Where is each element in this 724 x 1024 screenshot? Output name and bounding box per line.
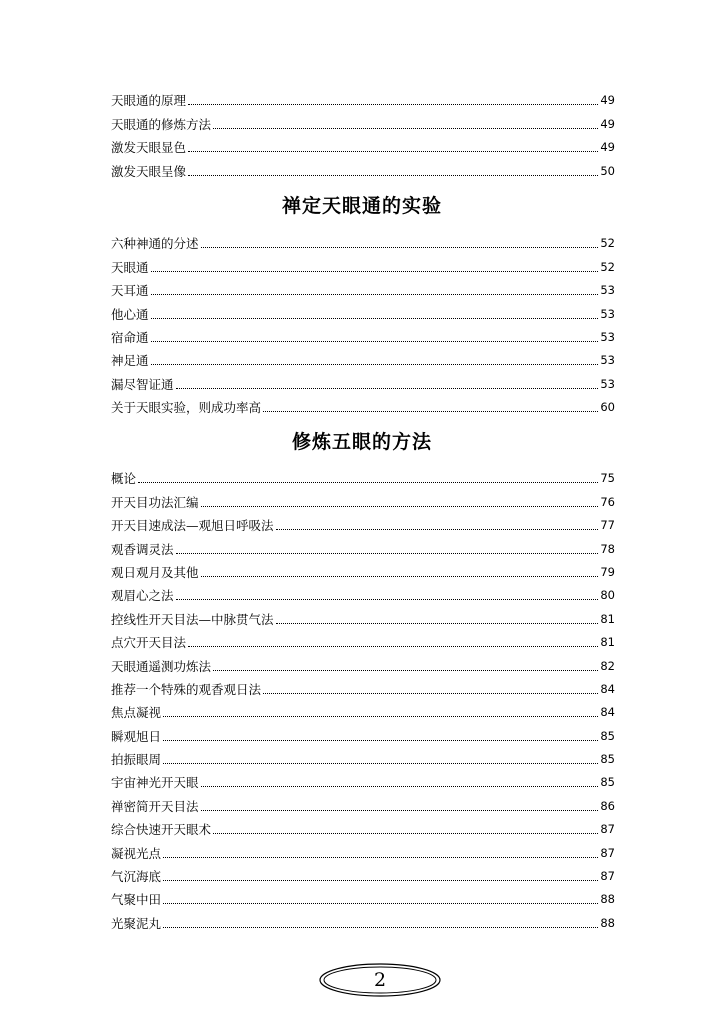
toc-entry-title: 观眉心之法 [111, 588, 174, 604]
toc-entry-title: 天眼通 [111, 259, 149, 275]
toc-entry-page: 88 [600, 915, 615, 930]
toc-entry[interactable] [111, 533, 615, 556]
dot-leader [151, 294, 599, 295]
toc-entry[interactable] [111, 155, 615, 178]
toc-entry-page: 82 [600, 658, 615, 673]
toc-entry-title: 观香调灵法 [111, 541, 174, 557]
dot-leader [201, 247, 599, 248]
toc-entry-title: 观日观月及其他 [111, 564, 199, 580]
toc-entry[interactable] [111, 650, 615, 673]
dot-leader [201, 786, 599, 787]
dot-leader [188, 151, 598, 152]
toc-entry-title: 漏尽智证通 [111, 376, 174, 392]
toc-entry-title: 宿命通 [111, 329, 149, 345]
toc-entry-title: 光聚泥丸 [111, 915, 162, 931]
toc-entry-title: 拍振眼周 [111, 752, 162, 768]
page-number-badge [318, 962, 442, 998]
dot-leader [176, 553, 599, 554]
toc-entry[interactable] [111, 837, 615, 860]
toc-entry-title: 开天目功法汇编 [111, 494, 199, 510]
toc-entry-title: 神足通 [111, 353, 149, 369]
dot-leader [151, 271, 599, 272]
toc-entry[interactable] [111, 907, 615, 930]
page-number: 2 [373, 969, 387, 991]
toc-entry[interactable] [111, 345, 615, 368]
toc-entry[interactable] [111, 790, 615, 813]
toc-entry[interactable] [111, 557, 615, 580]
toc-entry[interactable] [111, 486, 615, 509]
toc-entry-page: 53 [600, 329, 615, 344]
toc-entry-title: 禅密简开天目法 [111, 798, 199, 814]
toc-entry-page: 88 [600, 892, 615, 907]
toc-entry[interactable] [111, 720, 615, 743]
toc-entry-page: 77 [600, 518, 615, 533]
toc-entry[interactable] [111, 861, 615, 884]
toc-entry[interactable] [111, 251, 615, 274]
toc-entry-title: 关于天眼实验，则成功率高 [111, 400, 262, 416]
toc-entry-title: 宇宙神光开天眼 [111, 775, 199, 791]
toc-entry-page: 87 [600, 845, 615, 860]
toc-entry-title: 综合快速开天眼术 [111, 822, 212, 838]
toc-entry-page: 87 [600, 822, 615, 837]
toc-entry-title: 焦点凝视 [111, 705, 162, 721]
dot-leader [276, 623, 599, 624]
toc-entry[interactable] [111, 298, 615, 321]
toc-section-1 [111, 228, 615, 415]
toc-entry-page: 49 [600, 116, 615, 131]
toc-entry[interactable] [111, 228, 615, 251]
toc-entry-page: 50 [600, 163, 615, 178]
toc-entry-page: 49 [600, 140, 615, 155]
toc-entry[interactable] [111, 275, 615, 298]
toc-entry-page: 86 [600, 798, 615, 813]
toc-entry[interactable] [111, 744, 615, 767]
dot-leader [176, 388, 599, 389]
toc-entry[interactable] [111, 884, 615, 907]
toc-entry[interactable] [111, 85, 615, 108]
toc-entry-page: 53 [600, 353, 615, 368]
dot-leader [163, 927, 598, 928]
dot-leader [188, 175, 598, 176]
dot-leader [163, 880, 598, 881]
dot-leader [201, 576, 599, 577]
dot-leader [213, 128, 598, 129]
toc-entry[interactable] [111, 322, 615, 345]
toc-entry[interactable] [111, 580, 615, 603]
toc-entry[interactable] [111, 603, 615, 626]
toc-entry[interactable] [111, 814, 615, 837]
toc-entry[interactable] [111, 674, 615, 697]
toc-entry-title: 激发天眼呈像 [111, 163, 187, 179]
toc-entry-page: 85 [600, 752, 615, 767]
toc-entry-title: 天眼通遥测功炼法 [111, 658, 212, 674]
dot-leader [201, 810, 599, 811]
toc-entry[interactable] [111, 108, 615, 131]
toc-entry-page: 53 [600, 376, 615, 391]
section-heading: 修炼五眼的方法 [291, 431, 432, 453]
toc-entry[interactable] [111, 463, 615, 486]
toc-section-2 [111, 463, 615, 931]
dot-leader [176, 599, 599, 600]
toc-entry[interactable] [111, 767, 615, 790]
section-heading: 禅定天眼通的实验 [281, 195, 442, 217]
toc-entry-page: 84 [600, 705, 615, 720]
toc-entry-page: 78 [600, 541, 615, 556]
toc-entry-title: 开天目速成法—观旭日呼吸法 [111, 518, 274, 534]
toc-entry-page: 85 [600, 728, 615, 743]
toc-entry[interactable] [111, 627, 615, 650]
toc-entry-title: 六种神通的分述 [111, 236, 199, 252]
dot-leader [188, 104, 598, 105]
dot-leader [213, 833, 598, 834]
toc-entry[interactable] [111, 510, 615, 533]
toc-entry-page: 80 [600, 588, 615, 603]
toc-entry-title: 激发天眼显色 [111, 140, 187, 156]
toc-entry-page: 52 [600, 236, 615, 251]
dot-leader [276, 529, 599, 530]
toc-entry-title: 气聚中田 [111, 892, 162, 908]
dot-leader [188, 646, 598, 647]
toc-entry-page: 49 [600, 93, 615, 108]
toc-entry-page: 52 [600, 259, 615, 274]
toc-entry-page: 87 [600, 869, 615, 884]
dot-leader [151, 364, 599, 365]
dot-leader [263, 411, 598, 412]
dot-leader [201, 506, 599, 507]
toc-entry-title: 气沉海底 [111, 869, 162, 885]
toc-entry-page: 81 [600, 611, 615, 626]
toc-entry-title: 天眼通的修炼方法 [111, 116, 212, 132]
toc-entry-title: 点穴开天目法 [111, 635, 187, 651]
toc-entry-page: 81 [600, 635, 615, 650]
toc-entry-page: 53 [600, 283, 615, 298]
dot-leader [163, 857, 598, 858]
dot-leader [163, 716, 598, 717]
dot-leader [151, 341, 599, 342]
toc-entry-page: 60 [600, 400, 615, 415]
toc-entry-title: 推荐一个特殊的观香观日法 [111, 681, 262, 697]
toc-entry-page: 85 [600, 775, 615, 790]
toc-entry-title: 凝视光点 [111, 845, 162, 861]
toc-entry-page: 75 [600, 471, 615, 486]
toc-entry[interactable] [111, 132, 615, 155]
toc-entry-title: 瞬观旭日 [111, 728, 162, 744]
toc-entry-title: 天耳通 [111, 283, 149, 299]
dot-leader [138, 482, 598, 483]
toc-entry-title: 概论 [111, 471, 137, 487]
toc-entry[interactable] [111, 697, 615, 720]
dot-leader [163, 763, 598, 764]
dot-leader [151, 318, 599, 319]
toc-section-0 [111, 85, 615, 179]
toc-entry-title: 天眼通的原理 [111, 93, 187, 109]
toc-entry-page: 76 [600, 494, 615, 509]
dot-leader [163, 740, 598, 741]
toc-entry-page: 84 [600, 681, 615, 696]
toc-entry-title: 控线性开天目法—中脉贯气法 [111, 611, 274, 627]
dot-leader [213, 670, 598, 671]
toc-entry-page: 53 [600, 306, 615, 321]
toc-entry-page: 79 [600, 564, 615, 579]
dot-leader [163, 903, 598, 904]
toc-entry-title: 他心通 [111, 306, 149, 322]
toc-entry[interactable] [111, 392, 615, 415]
toc-entry[interactable] [111, 368, 615, 391]
dot-leader [263, 693, 598, 694]
